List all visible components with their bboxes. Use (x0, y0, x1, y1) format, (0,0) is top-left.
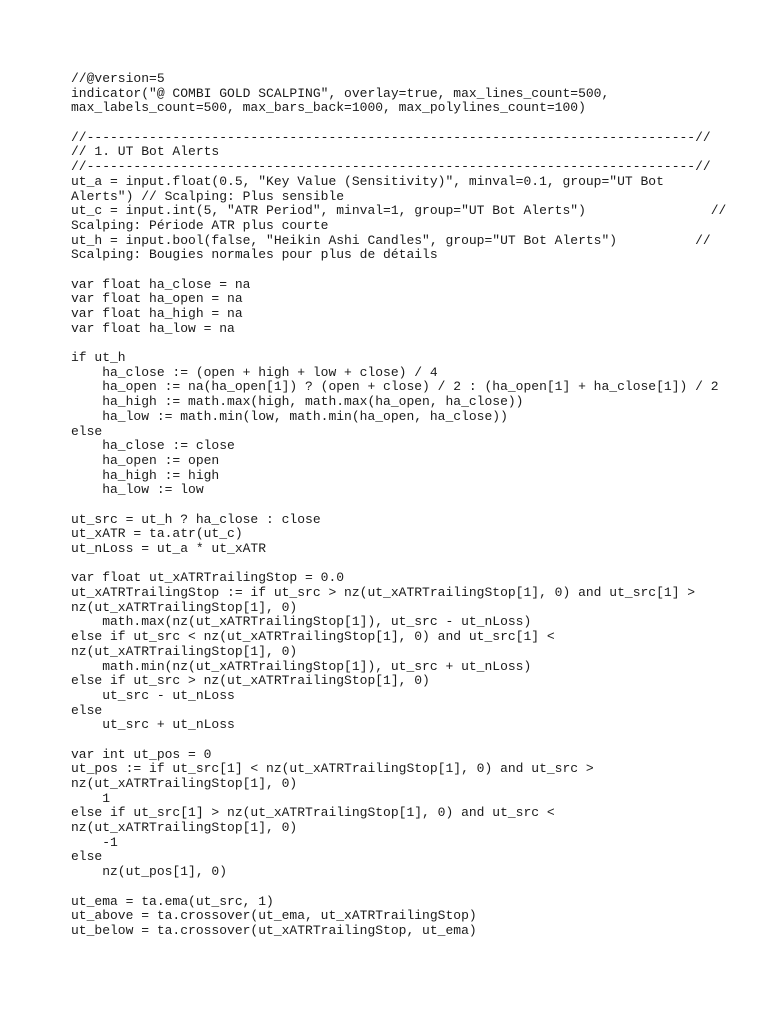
code-line (71, 557, 726, 572)
code-line: Alerts") // Scalping: Plus sensible (71, 188, 345, 204)
code-line: ut_src - ut_nLoss (71, 687, 235, 703)
code-line: ut_src = ut_h ? ha_close : close (71, 511, 321, 527)
code-line: else (71, 423, 103, 439)
code-line: ha_low := math.min(low, math.min(ha_open, ha_close)) (71, 408, 508, 424)
code-line: ut_above = ta.crossover(ut_ema, ut_xATRTrailingStop) (71, 908, 477, 924)
code-line: if ut_h (71, 350, 126, 366)
code-line: indicator("@ COMBI GOLD SCALPING", overlay=true, max_lines_count=500, (71, 85, 610, 101)
code-line: ha_high := math.max(high, math.max(ha_open, ha_close)) (71, 394, 524, 410)
code-line: else if ut_src > nz(ut_xATRTrailingStop[1], 0) (71, 673, 430, 689)
code-line: var float ha_open = na (71, 291, 243, 307)
code-line (71, 733, 726, 748)
code-line: var float ha_high = na (71, 306, 243, 321)
code-line: nz(ut_xATRTrailingStop[1], 0) (71, 599, 298, 615)
code-line: ut_h = input.bool(false, "Heikin Ashi Candles", group="UT Bot Alerts") // (71, 232, 711, 248)
code-line (71, 336, 726, 351)
code-line: Scalping: Bougies normales pour plus de détails (71, 247, 438, 263)
code-line (71, 880, 726, 895)
code-line: ha_close := close (71, 438, 235, 454)
code-line: else if ut_src < nz(ut_xATRTrailingStop[1], 0) and ut_src[1] < (71, 629, 555, 645)
code-line: else (71, 702, 103, 718)
code-line: ha_open := na(ha_open[1]) ? (open + close) / 2 : (ha_open[1] + ha_close[1]) / 2 (71, 379, 719, 395)
code-line: nz(ut_xATRTrailingStop[1], 0) (71, 776, 298, 791)
code-line: ut_below = ta.crossover(ut_xATRTrailingStop, ut_ema) (71, 922, 477, 938)
code-line: var float ha_low = na (71, 320, 235, 336)
code-line: ut_xATRTrailingStop := if ut_src > nz(ut_xATRTrailingStop[1], 0) and ut_src[1] > (71, 585, 696, 601)
code-line: ut_ema = ta.ema(ut_src, 1) (71, 893, 274, 909)
code-line: // 1. UT Bot Alerts (71, 144, 220, 160)
code-line: ut_c = input.int(5, "ATR Period", minval=1, group="UT Bot Alerts") // (71, 203, 727, 219)
code-line: ut_pos := if ut_src[1] < nz(ut_xATRTrailingStop[1], 0) and ut_src > (71, 761, 594, 777)
code-line: ut_xATR = ta.atr(ut_c) (71, 526, 243, 542)
code-line: else (71, 849, 103, 865)
code-line: nz(ut_xATRTrailingStop[1], 0) (71, 820, 298, 836)
code-line: ha_close := (open + high + low + close) / 4 (71, 364, 438, 380)
code-line (71, 263, 726, 278)
code-line: nz(ut_xATRTrailingStop[1], 0) (71, 643, 298, 659)
code-line: var int ut_pos = 0 (71, 746, 212, 762)
code-line: nz(ut_pos[1], 0) (71, 864, 228, 880)
code-line: else if ut_src[1] > nz(ut_xATRTrailingStop[1], 0) and ut_src < (71, 805, 555, 821)
code-line: ut_nLoss = ut_a * ut_xATR (71, 541, 267, 556)
code-line: math.min(nz(ut_xATRTrailingStop[1]), ut_src + ut_nLoss) (71, 658, 532, 674)
code-line: //@version=5 (71, 71, 165, 86)
code-line: ha_high := high (71, 467, 220, 483)
code-line: var float ut_xATRTrailingStop = 0.0 (71, 570, 345, 586)
code-listing (71, 72, 726, 939)
code-line: 1 (71, 790, 111, 806)
code-line: var float ha_close = na (71, 276, 251, 292)
code-line: ha_low := low (71, 482, 204, 498)
code-line: //------------------------------------------------------------------------------// (71, 159, 711, 175)
code-line: max_labels_count=500, max_bars_back=1000, max_polylines_count=100) (71, 100, 586, 116)
code-line: Scalping: Période ATR plus courte (71, 217, 329, 233)
code-line: ha_open := open (71, 452, 220, 468)
code-line: ut_a = input.float(0.5, "Key Value (Sensitivity)", minval=0.1, group="UT Bot (71, 173, 664, 189)
code-line (71, 116, 726, 131)
code-line: ut_src + ut_nLoss (71, 717, 235, 733)
code-line: -1 (71, 834, 118, 850)
code-line: math.max(nz(ut_xATRTrailingStop[1]), ut_src - ut_nLoss) (71, 614, 532, 630)
code-line: //------------------------------------------------------------------------------// (71, 129, 711, 145)
code-line (71, 498, 726, 513)
